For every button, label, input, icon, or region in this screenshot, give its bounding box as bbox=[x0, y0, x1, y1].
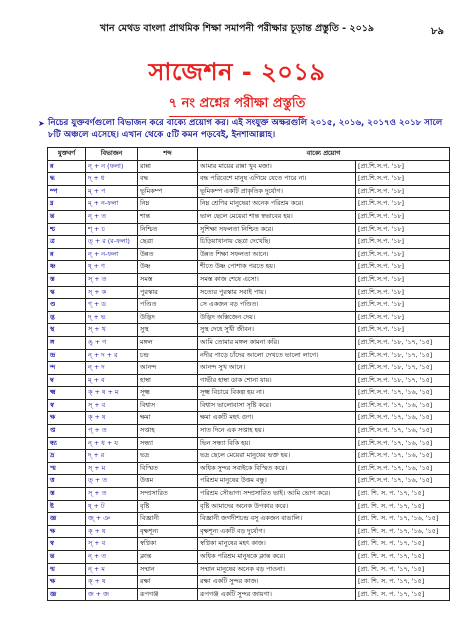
split-cell: ক্‌ + ষ bbox=[86, 525, 138, 538]
sentence-cell: বিশ্বাস ভালোবাসা সৃষ্টি করে। bbox=[198, 399, 356, 412]
conjunct-cell: ণ্ড bbox=[48, 299, 86, 312]
split-cell: ক্‌ + ষ + ম bbox=[86, 387, 138, 400]
reference-cell: [প্রা. শি. স. প. '১৭, '১৫] bbox=[356, 538, 450, 551]
word-cell: বিস্মিত bbox=[138, 462, 198, 475]
reference-cell: [প্রা.শি.স.প. '১৮] bbox=[356, 236, 450, 249]
table-row bbox=[48, 412, 450, 425]
split-cell: স্‌ + ম bbox=[86, 462, 138, 475]
conjunct-cell: ন্ধ্য bbox=[48, 437, 86, 450]
reference-cell: [প্রা. শি. স. প. '১৭, '১৬, '১৫] bbox=[356, 513, 450, 526]
split-cell: ণ্‌ + ড bbox=[86, 299, 138, 312]
conjunct-cell: ক্ষ bbox=[48, 525, 86, 538]
word-cell: বিশ্বাস bbox=[138, 399, 198, 412]
sentence-cell: আমার মায়ের রান্না খুব মজা। bbox=[198, 160, 356, 173]
split-cell: স্‌ + ব bbox=[86, 538, 138, 551]
conjunct-cell: স্থ bbox=[48, 324, 86, 337]
page-title: সাজেশন - ২০১৯ bbox=[148, 58, 326, 86]
reference-cell: [প্রা. শি. স. প. '১৭, '১৫] bbox=[356, 500, 450, 513]
split-cell: ন্‌ + ত bbox=[86, 210, 138, 223]
table-row bbox=[48, 538, 450, 551]
table-row bbox=[48, 198, 450, 211]
reference-cell: [প্রা. শি. স. প. '১৭, '১৬, '১৫] bbox=[356, 525, 450, 538]
word-cell: পুরস্কার bbox=[138, 286, 198, 299]
conjunct-cell: ন্ন bbox=[48, 248, 86, 261]
conjunct-cell: ম্প bbox=[48, 185, 86, 198]
table-row bbox=[48, 261, 450, 274]
split-cell: ম্‌ + ন-ফলা bbox=[86, 198, 138, 211]
conjunct-cell: ষ্ণ bbox=[48, 261, 86, 274]
split-cell: ম্‌ + ব bbox=[86, 374, 138, 387]
table-row bbox=[48, 576, 450, 589]
split-cell: ঙ্‌ + গ bbox=[86, 336, 138, 349]
split-cell: ন্‌ + ন (ফলা) bbox=[86, 160, 138, 173]
table-row bbox=[48, 173, 450, 186]
conjunct-cell: ন্ত bbox=[48, 210, 86, 223]
header-sentence: বাক্যে প্রয়োগ bbox=[198, 148, 450, 161]
header-conjunct: যুক্তবর্ণ bbox=[48, 148, 86, 161]
sentence-cell: সত্যের পুরস্কার সবাই পায়। bbox=[198, 286, 356, 299]
reference-cell: [প্রা.শি.স.প. '১৮, '১৭, '১৫] bbox=[356, 362, 450, 375]
word-cell: রান্না bbox=[138, 160, 198, 173]
reference-cell: [প্রা.শি.স.প. '১৮] bbox=[356, 261, 450, 274]
conjunct-cell: শ্চ bbox=[48, 223, 86, 236]
sentence-cell: সমস্ত কাজ শেষে এসো। bbox=[198, 273, 356, 286]
reference-cell: [প্রা.শি.স.প. '১৮] bbox=[356, 299, 450, 312]
reference-cell: [প্রা.শি.স.প. '১৮] bbox=[356, 273, 450, 286]
conjunct-cell: ক্ষ bbox=[48, 576, 86, 589]
split-cell: ন্‌ + ন-ফলা bbox=[86, 248, 138, 261]
sentence-cell: উদ্ভিদ অক্সিজেন দেয়। bbox=[198, 311, 356, 324]
split-cell: ত্‌ + র (র-ফলা) bbox=[86, 236, 138, 249]
split-cell: দ্‌ + র bbox=[86, 450, 138, 463]
instruction-paragraph bbox=[38, 117, 448, 141]
reference-cell: [প্রা.শি.স.প. '১৮] bbox=[356, 223, 450, 236]
conjunct-cell: ষ্ট bbox=[48, 500, 86, 513]
word-cell: বৃষ্টি bbox=[138, 500, 198, 513]
split-cell: জ + জ bbox=[86, 588, 138, 601]
conjunct-cell: দ্ভ bbox=[48, 311, 86, 324]
conjunct-cell: ন্দ bbox=[48, 362, 86, 375]
conjunct-cell: প্ত bbox=[48, 425, 86, 438]
reference-cell: [প্রা.শি.স.প. '১৮] bbox=[356, 160, 450, 173]
split-cell: ন্‌ + দ bbox=[86, 362, 138, 375]
reference-cell: [প্রা. শি. স. প. '১৭, '১৫] bbox=[356, 563, 450, 576]
table-row bbox=[48, 160, 450, 173]
conjunct-cell: দ্ধ bbox=[48, 173, 86, 186]
table-body bbox=[48, 160, 450, 601]
word-cell: ভূমিকম্প bbox=[138, 185, 198, 198]
split-cell: স্‌ + থ bbox=[86, 324, 138, 337]
word-cell: সম্মান bbox=[138, 563, 198, 576]
word-cell: ছেত্রা bbox=[138, 236, 198, 249]
table-row bbox=[48, 525, 450, 538]
reference-cell: [প্রা.শি.স.প. '১৮, '১৭, '১৫] bbox=[356, 349, 450, 362]
conjunct-cell: ন্ত bbox=[48, 551, 86, 564]
word-cell: হাম্বা bbox=[138, 374, 198, 387]
conjunct-cell: ম্ব bbox=[48, 374, 86, 387]
word-cell: নিশ্চিত bbox=[138, 223, 198, 236]
sentence-cell: সূক্ষ্ম বিচারে বিকল্প হয় না। bbox=[198, 387, 356, 400]
word-cell: শান্ত bbox=[138, 210, 198, 223]
reference-cell: [প্রা.শি.স.প. '১৭, '১৬, '১৫] bbox=[356, 475, 450, 488]
conjunct-cell: স্ক bbox=[48, 286, 86, 299]
word-cell: উত্তম bbox=[138, 475, 198, 488]
word-cell: উষ্ণ bbox=[138, 261, 198, 274]
reference-cell: [প্রা. শি. স. প. '১৭, '১৫] bbox=[356, 588, 450, 601]
conjunct-cell: স্ব bbox=[48, 538, 86, 551]
table-row bbox=[48, 374, 450, 387]
sentence-cell: গাভীর হাম্বা ডাক শোনা যায়। bbox=[198, 374, 356, 387]
reference-cell: [প্রা.শি.স.প. '১৮] bbox=[356, 210, 450, 223]
split-cell: ষ্‌ + ট bbox=[86, 500, 138, 513]
table-row bbox=[48, 336, 450, 349]
sentence-cell: সুশিক্ষা সফলতা নিশ্চিত করে। bbox=[198, 223, 356, 236]
table-row bbox=[48, 513, 450, 526]
split-cell: ন্‌ + ধ + য bbox=[86, 437, 138, 450]
word-cell: সন্ধ্যা bbox=[138, 437, 198, 450]
reference-cell: [প্রা.শি.স.প. '১৮] bbox=[356, 324, 450, 337]
table-row bbox=[48, 551, 450, 564]
sentence-cell: আনন্দ সুখ আনে। bbox=[198, 362, 356, 375]
word-cell: আনন্দ bbox=[138, 362, 198, 375]
sentence-cell: চিড়িয়াখানায় ছেত্রা দেখেছি। bbox=[198, 236, 356, 249]
word-cell: মঙ্গল bbox=[138, 336, 198, 349]
reference-cell: [প্রা.শি.স.প. '১৮] bbox=[356, 286, 450, 299]
sentence-cell: ভিন সন্ধ্যা বিকি হয়। bbox=[198, 437, 356, 450]
sentence-cell: সুস্থ দেহে সুখী জীবন। bbox=[198, 324, 356, 337]
sentence-cell: স্বপ্নিকা মানুষের মহৎ কাজ। bbox=[198, 538, 356, 551]
conjunct-cell: ক্ষ bbox=[48, 412, 86, 425]
table-row bbox=[48, 475, 450, 488]
reference-cell: [প্রা.শি.স.প. '১৭, '১৬, '১৫] bbox=[356, 399, 450, 412]
page-number: ৮৯ bbox=[431, 26, 444, 37]
sentence-cell: শীতে উষ্ণ পোশাক পরতে হয়। bbox=[198, 261, 356, 274]
conjunct-cell: দ্র bbox=[48, 450, 86, 463]
split-cell: স্‌ + ত bbox=[86, 273, 138, 286]
split-cell: প্‌ + ত bbox=[86, 425, 138, 438]
split-cell: দ্‌ + ধ bbox=[86, 173, 138, 186]
table-row bbox=[48, 563, 450, 576]
table-row bbox=[48, 588, 450, 601]
table-row bbox=[48, 362, 450, 375]
split-cell: ন্‌ + ত bbox=[86, 551, 138, 564]
header-word: শব্দ bbox=[138, 148, 198, 161]
table-header-row bbox=[48, 148, 450, 161]
table-row bbox=[48, 185, 450, 198]
reference-cell: [প্রা.শি.স.প. '১৭, '১৬, '১৫] bbox=[356, 387, 450, 400]
sentence-cell: অধিক সুন্দর সবাইকে বিস্মিত করে। bbox=[198, 462, 356, 475]
table-row bbox=[48, 324, 450, 337]
sentence-cell: বৃষ্টি আমাদের অনেক উপকার করে। bbox=[198, 500, 356, 513]
reference-cell: [প্রা.শি.স.প. '১৭, '১৬, '১৫] bbox=[356, 425, 450, 438]
conjunct-cell: স্ব bbox=[48, 399, 86, 412]
sentence-cell: ভূমিকম্প একটি প্রাকৃতিক দুর্যোগ। bbox=[198, 185, 356, 198]
sentence-cell: আমি তোমার মঙ্গল কামনা করি। bbox=[198, 336, 356, 349]
table-row bbox=[48, 349, 450, 362]
word-cell: সুস্থ bbox=[138, 324, 198, 337]
conjunct-cell: ঙ্গ bbox=[48, 336, 86, 349]
reference-cell: [প্রা.শি.স.প. '১৮] bbox=[356, 311, 450, 324]
conjunct-cell: ন্ন bbox=[48, 160, 86, 173]
sentence-cell: সে একজন বড় পণ্ডিত। bbox=[198, 299, 356, 312]
split-cell: ক্‌ + ষ bbox=[86, 576, 138, 589]
split-cell: স্‌ + ব bbox=[86, 399, 138, 412]
table-row bbox=[48, 286, 450, 299]
table-row bbox=[48, 500, 450, 513]
table-row bbox=[48, 462, 450, 475]
table-row bbox=[48, 387, 450, 400]
sentence-cell: সম্মান মানুষের অনেক বড় পাওনা। bbox=[198, 563, 356, 576]
table-row bbox=[48, 425, 450, 438]
bullet-arrow-icon: ➤ bbox=[38, 119, 45, 128]
conjunct-table bbox=[47, 147, 450, 601]
subtitle-wrap bbox=[0, 92, 474, 117]
table-row bbox=[48, 299, 450, 312]
word-cell: বদ্ধ bbox=[138, 173, 198, 186]
split-cell: ম্‌ + প bbox=[86, 185, 138, 198]
table-row bbox=[48, 210, 450, 223]
sentence-cell: বৃক্ষশূন্য একটি বড় দুর্যোগ। bbox=[198, 525, 356, 538]
split-cell: দ্‌ + ভ bbox=[86, 311, 138, 324]
word-cell: উন্নত bbox=[138, 248, 198, 261]
split-cell: শ্‌ + চ bbox=[86, 223, 138, 236]
conjunct-cell: ত্র bbox=[48, 236, 86, 249]
word-cell: বিজ্ঞানী bbox=[138, 513, 198, 526]
sentence-cell: পরিশ্রম সৌভাগ্য সম্প্রসারিত ভাই। আমি ভোগ করে। bbox=[198, 488, 356, 501]
word-cell: উদ্ভিদ bbox=[138, 311, 198, 324]
sentence-cell: ক্ষমা একটি মহৎ গুণ। bbox=[198, 412, 356, 425]
word-cell: নিম্ন bbox=[138, 198, 198, 211]
split-cell: ক্‌ + ষ bbox=[86, 412, 138, 425]
table-row bbox=[48, 311, 450, 324]
sentence-cell: রূপগঞ্জ একটি সুন্দর জায়গা। bbox=[198, 588, 356, 601]
word-cell: সম্প্রসারিত bbox=[138, 488, 198, 501]
conjunct-cell: ন্দ্র bbox=[48, 349, 86, 362]
running-header: খান মেথড বাংলা প্রাথমিক শিক্ষা সমাপনী পরীক্ষার চূড়ান্ত প্রস্তুতি - ২০১৯ bbox=[99, 23, 375, 34]
reference-cell: [প্রা. শি. স. প. '১৭, '১৫] bbox=[356, 576, 450, 589]
sentence-cell: বদ্ধ পরিবেশে মানুষ এগিয়ে যেতে পারে না। bbox=[198, 173, 356, 186]
conjunct-cell: স্ম bbox=[48, 462, 86, 475]
sentence-cell: উন্নত শিক্ষা সফলতা আনে। bbox=[198, 248, 356, 261]
word-cell: সমস্ত bbox=[138, 273, 198, 286]
split-cell: ন্‌ + দ + র bbox=[86, 349, 138, 362]
instruction-text: নিচের যুক্তবর্ণগুলো বিভাজন করে বাক্যে প্রয়োগ কর। এই সংযুক্ত অক্ষরগুলি ২০১৫, ২০১৬, ২০১৭ও ২০১৮ সালে ৮টি অঞ্চলে এসেছে। এখান থেকে ৫টি কমন পড়বেই, ইনশাআল্লাহ। bbox=[48, 118, 443, 140]
conjunct-cell: জ্ঞ bbox=[48, 513, 86, 526]
conjunct-cell: ম্ন bbox=[48, 198, 86, 211]
conjunct-cell: ন্ম bbox=[48, 563, 86, 576]
sentence-cell: নিম্ন শ্রেণির মানুষেরা অনেক পরিশ্রম করে। bbox=[198, 198, 356, 211]
reference-cell: [প্রা.শি.স.প. '১৭, '১৬, '১৫] bbox=[356, 412, 450, 425]
sentence-cell: ভদ্র ছেলে মেয়েরা মানুষের ভক্ত হয়। bbox=[198, 450, 356, 463]
sentence-cell: নদীর পাড়ে চাঁদের আলো দেখতে ভালো লাগে। bbox=[198, 349, 356, 362]
conjunct-cell: স্ত bbox=[48, 273, 86, 286]
table-row bbox=[48, 488, 450, 501]
reference-cell: [প্রা.শি.স.প. '১৮] bbox=[356, 198, 450, 211]
sentence-cell: পরিশ্রম মানুষের উত্তম বন্ধু। bbox=[198, 475, 356, 488]
table-row bbox=[48, 437, 450, 450]
conjunct-cell: ক্ষ্ম bbox=[48, 387, 86, 400]
sentence-cell: অধিক পরিশ্রম মানুষকে ক্লান্ত করে। bbox=[198, 551, 356, 564]
table-row bbox=[48, 399, 450, 412]
word-cell: ভদ্র bbox=[138, 450, 198, 463]
sentence-cell: সাত দিনে এক সপ্তাহ হয়। bbox=[198, 425, 356, 438]
word-cell: বৃক্ষশূন্য bbox=[138, 525, 198, 538]
reference-cell: [প্রা.শি.স.প. '১৮] bbox=[356, 173, 450, 186]
reference-cell: [প্রা.শি.স.প. '১৮, '১৭, '১৫] bbox=[356, 374, 450, 387]
table-row bbox=[48, 450, 450, 463]
reference-cell: [প্রা.শি.স.প. '১৭, '১৬, '১৫] bbox=[356, 437, 450, 450]
table-row bbox=[48, 273, 450, 286]
split-cell: স্‌ + ক bbox=[86, 286, 138, 299]
sentence-cell: বিজ্ঞানী জগদীশচন্দ্র বসু একজন বাঙালি। bbox=[198, 513, 356, 526]
word-cell: চন্দ্র bbox=[138, 349, 198, 362]
split-cell: ষ্‌ + ণ bbox=[86, 261, 138, 274]
sentence-cell: ভাল ছেলে মেয়েরা শান্ত স্বভাবের হয়। bbox=[198, 210, 356, 223]
split-cell: স্‌ + ত bbox=[86, 488, 138, 501]
split-cell: ত্‌ + ত bbox=[86, 475, 138, 488]
word-cell: ক্ষমা bbox=[138, 412, 198, 425]
table-row bbox=[48, 248, 450, 261]
sentence-cell: রক্ষা একটি সুন্দর কাজ। bbox=[198, 576, 356, 589]
conjunct-cell: ত্ত bbox=[48, 475, 86, 488]
conjunct-cell: স্ত bbox=[48, 488, 86, 501]
reference-cell: [প্রা.শি.স.প. '১৭, '১৬, '১৫] bbox=[356, 450, 450, 463]
reference-cell: [প্রা.শি.স.প. '১৮] bbox=[356, 185, 450, 198]
split-cell: জ্‌ + ঞ bbox=[86, 513, 138, 526]
section-subtitle: ৭ নং প্রশ্নের পরীক্ষা প্রস্তুতি bbox=[169, 94, 306, 117]
reference-cell: [প্রা.শি.স.প. '১৮, '১৭, '১৫] bbox=[356, 336, 450, 349]
table-row bbox=[48, 236, 450, 249]
reference-cell: [প্রা.শি.স.প. '১৮] bbox=[356, 248, 450, 261]
word-cell: সূক্ষ্ম bbox=[138, 387, 198, 400]
header-split: বিভাজন bbox=[86, 148, 138, 161]
conjunct-cell: জ্ঞ bbox=[48, 588, 86, 601]
word-cell: পণ্ডিত bbox=[138, 299, 198, 312]
word-cell: রক্ষা bbox=[138, 576, 198, 589]
reference-cell: [প্রা.শি.স.প. '১৭, '১৬, '১৫] bbox=[356, 462, 450, 475]
word-cell: রূপগঞ্জ bbox=[138, 588, 198, 601]
reference-cell: [প্রা. শি. স. প. '১৭, '১৫] bbox=[356, 551, 450, 564]
table-row bbox=[48, 223, 450, 236]
word-cell: সপ্তাহ bbox=[138, 425, 198, 438]
reference-cell: [প্রা. শি. স. প. '১৭, '১৫] bbox=[356, 488, 450, 501]
word-cell: স্বপ্নিকা bbox=[138, 538, 198, 551]
word-cell: ক্লান্ত bbox=[138, 551, 198, 564]
split-cell: ন্‌ + ম bbox=[86, 563, 138, 576]
